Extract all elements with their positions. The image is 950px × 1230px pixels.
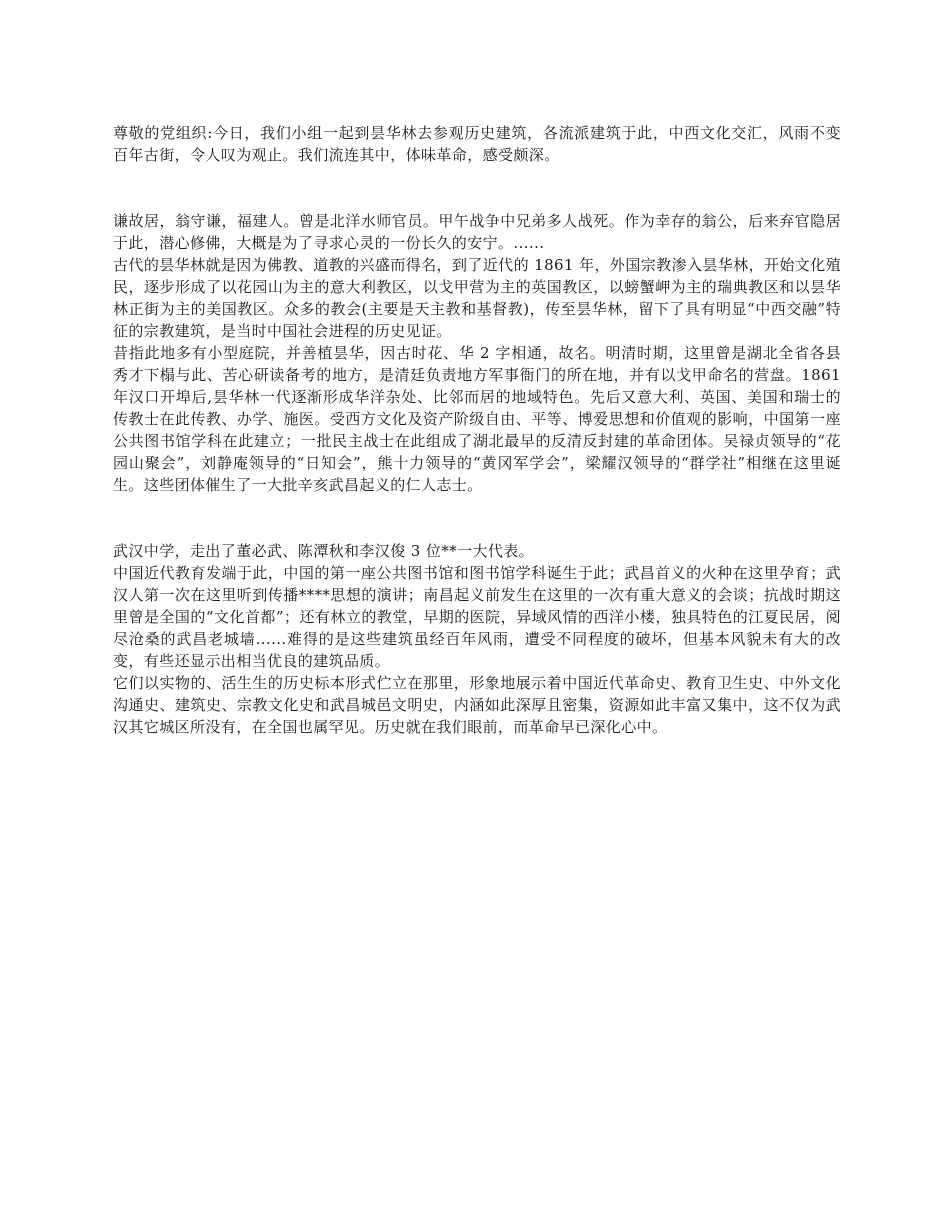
paragraph-modern-education: 中国近代教育发端于此，中国的第一座公共图书馆和图书馆学科诞生于此；武昌首义的火种在这里孕育；武汉人第一次在这里听到传播****思想的演讲；南昌起义前发生在这里的一次有重大意义的会谈；抗战时期这里曾是全国的“文化首都”；还有林立的教堂，早期的医院，异域风情的西洋小楼，独具特色的江夏民居，阅尽沧桑的武昌老城墙......难得的是这些建筑虽经百年风雨，遭受不同程度的破坏，但基本风貌未有大的改变，有些还显示出相当优良的建筑品质。 [113, 564, 841, 670]
document-body [113, 122, 841, 738]
paragraph-religious-history: 古代的昙华林就是因为佛教、道教的兴盛而得名，到了近代的 1861 年，外国宗教渗入昙华林，开始文化殖民，逐步形成了以花园山为主的意大利教区，以戈甲营为主的英国教区，以螃蟹岬为主的瑞典教区和以昙华林正街为主的美国教区。众多的教会(主要是天主教和基督教)，传至昙华林，留下了具有明显“中西交融”特征的宗教建筑，是当时中国社会进程的历史见证。 [113, 256, 841, 340]
paragraph-weng-residence: 谦故居，翁守谦，福建人。曾是北洋水师官员。甲午战争中兄弟多人战死。作为幸存的翁公，后来弃官隐居于此，潜心修佛，大概是为了寻求心灵的一份长久的安宁。...... [113, 212, 841, 252]
paragraph-conclusion: 它们以实物的、活生生的历史标本形式伫立在那里，形象地展示着中国近代革命史、教育卫生史、中外文化沟通史、建筑史、宗教文化史和武昌城邑文明史，内涵如此深厚且密集，资源如此丰富又集中，这不仅为武汉其它城区所没有，在全国也属罕见。历史就在我们眼前，而革命早已深化心中。 [113, 674, 841, 736]
paragraph-intro: 尊敬的党组织:今日，我们小组一起到昙华林去参观历史建筑，各流派建筑于此，中西文化交汇，风雨不变百年古街，令人叹为观止。我们流连其中，体味革命，感受颇深。 [113, 124, 841, 164]
paragraph-place-name-origin: 昔指此地多有小型庭院，并善植昙华，因古时花、华 2 字相通，故名。明清时期，这里曾是湖北全省各县秀才下榻与此、苦心研读备考的地方，是清廷负责地方军事衙门的所在地，并有以戈甲命名的营盘。1861 年汉口开埠后,昙华林一代逐渐形成华洋杂处、比邻而居的地域特色。先后又意大利、英国、美国和瑞士的传教士在此传教、办学、施医。受西方文化及资产阶级自由、平等、博爱思想和价值观的影响，中国第一座公共图书馆学科在此建立；一批民主战士在此组成了湖北最早的反清反封建的革命团体。吴禄贞领导的“花园山聚会”，刘静庵领导的“日知会”，熊十力领导的“黄冈军学会”，梁耀汉领导的“群学社”相继在这里诞生。这些团体催生了一大批辛亥武昌起义的仁人志士。 [113, 344, 841, 494]
paragraph-wuhan-school: 武汉中学，走出了董必武、陈潭秋和李汉俊 3 位**一大代表。 [113, 542, 535, 560]
